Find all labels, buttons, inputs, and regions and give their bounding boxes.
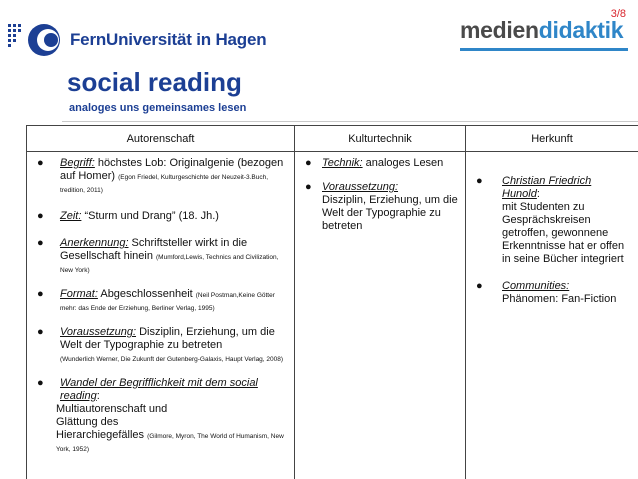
page-number: 3/8 bbox=[610, 8, 626, 20]
column-header-kulturtechnik: Kulturtechnik bbox=[295, 126, 466, 152]
table-row bbox=[27, 152, 638, 479]
bullet-icon: ● bbox=[37, 326, 44, 338]
cell-autorenschaft bbox=[27, 152, 295, 479]
list-item bbox=[472, 175, 632, 266]
list-item bbox=[301, 181, 459, 233]
item-text-line bbox=[56, 429, 288, 455]
fernuni-logo-text: FernUniversität in Hagen bbox=[70, 30, 267, 49]
item-text: Disziplin, Erziehung, um die Welt der Typographie zu betreten bbox=[60, 326, 275, 351]
list-item bbox=[33, 326, 288, 365]
item-text-line: Glättung des bbox=[56, 416, 119, 428]
list-item bbox=[301, 157, 459, 170]
bullet-icon: ● bbox=[37, 157, 44, 169]
column-header-autorenschaft: Autorenschaft bbox=[27, 126, 295, 152]
fernuni-logo bbox=[6, 20, 267, 60]
bullet-icon: ● bbox=[37, 377, 44, 389]
item-text: Disziplin, Erziehung, um die Welt der Typographie zu betreten bbox=[322, 194, 458, 232]
list-item bbox=[33, 377, 288, 455]
item-label: Wandel der Begrifflichkeit mit dem social reading bbox=[60, 377, 258, 402]
item-label: Communities: bbox=[502, 280, 570, 292]
list-item bbox=[33, 157, 288, 196]
item-label: Anerkennung: bbox=[60, 237, 129, 249]
page-title: social reading bbox=[67, 67, 242, 97]
item-source: (Egon Friedel, Kulturgeschichte der Neuzeit-3.Buch, tredition, 2011) bbox=[60, 174, 269, 194]
bullet-icon: ● bbox=[476, 175, 483, 187]
item-label: Begriff: bbox=[60, 157, 95, 169]
bullet-icon: ● bbox=[37, 210, 44, 222]
list-item bbox=[472, 280, 632, 306]
bullet-icon: ● bbox=[37, 288, 44, 300]
item-text: “Sturm und Drang” (18. Jh.) bbox=[81, 210, 219, 222]
list-item bbox=[33, 210, 288, 223]
item-text-line: Multiautorenschaft und bbox=[56, 403, 168, 415]
item-source: (Wunderlich Werner, Die Zukunft der Gutenberg-Galaxis, Haupt Verlag, 2008) bbox=[60, 356, 284, 363]
comparison-table bbox=[26, 125, 638, 479]
item-text: Schriftsteller wirkt in die Gesellschaft hinein bbox=[60, 237, 248, 262]
item-text: mit Studenten zu Gesprächskreisen getroffen, gewonnene Erkenntnisse hat er offen in seine Bücher integriert bbox=[502, 201, 625, 265]
cell-herkunft bbox=[466, 152, 638, 479]
bullet-icon: ● bbox=[37, 237, 44, 249]
item-label: Voraussetzung: bbox=[322, 181, 399, 193]
item-label: Zeit: bbox=[60, 210, 82, 222]
item-source: (Mumford,Lewis, Technics and Civilization, New York) bbox=[60, 254, 279, 274]
item-label: Voraussetzung: bbox=[60, 326, 137, 338]
item-source: (Neil Postman,Keine Götter mehr: das Ende der Erziehung, Berliner Verlag, 1995) bbox=[60, 292, 275, 312]
item-text: Phänomen: Fan-Fiction bbox=[502, 293, 617, 305]
list-item bbox=[33, 288, 288, 314]
fernuni-emblem-icon bbox=[6, 20, 68, 60]
bullet-icon: ● bbox=[305, 157, 312, 169]
page-subtitle: analoges uns gemeinsames lesen bbox=[69, 102, 247, 114]
item-label: Technik: bbox=[322, 157, 363, 169]
cell-kulturtechnik bbox=[295, 152, 466, 479]
logo-text-didaktik: didaktik bbox=[538, 17, 624, 43]
item-source: (Gilmore, Myron, The World of Humanism, New York, 1952) bbox=[56, 433, 284, 453]
table-header-row bbox=[27, 126, 638, 152]
title-divider bbox=[62, 121, 638, 122]
bullet-icon: ● bbox=[305, 181, 312, 193]
item-label: Format: bbox=[60, 288, 98, 300]
list-item bbox=[33, 237, 288, 276]
bullet-icon: ● bbox=[476, 280, 483, 292]
item-text: Hierarchiegefälles bbox=[56, 429, 145, 441]
logo-underline bbox=[460, 48, 628, 51]
column-header-herkunft: Herkunft bbox=[466, 126, 638, 152]
item-text: analoges Lesen bbox=[362, 157, 444, 169]
item-label: Christian Friedrich Hunold bbox=[502, 175, 592, 200]
item-text: Abgeschlossenheit bbox=[97, 288, 193, 300]
mediendidaktik-logo bbox=[460, 17, 632, 47]
logo-text-medien: medien bbox=[460, 17, 539, 43]
item-colon: : bbox=[536, 188, 540, 200]
item-text: höchstes Lob: Originalgenie (bezogen auf Homer) bbox=[60, 157, 284, 182]
item-colon: : bbox=[96, 390, 100, 402]
